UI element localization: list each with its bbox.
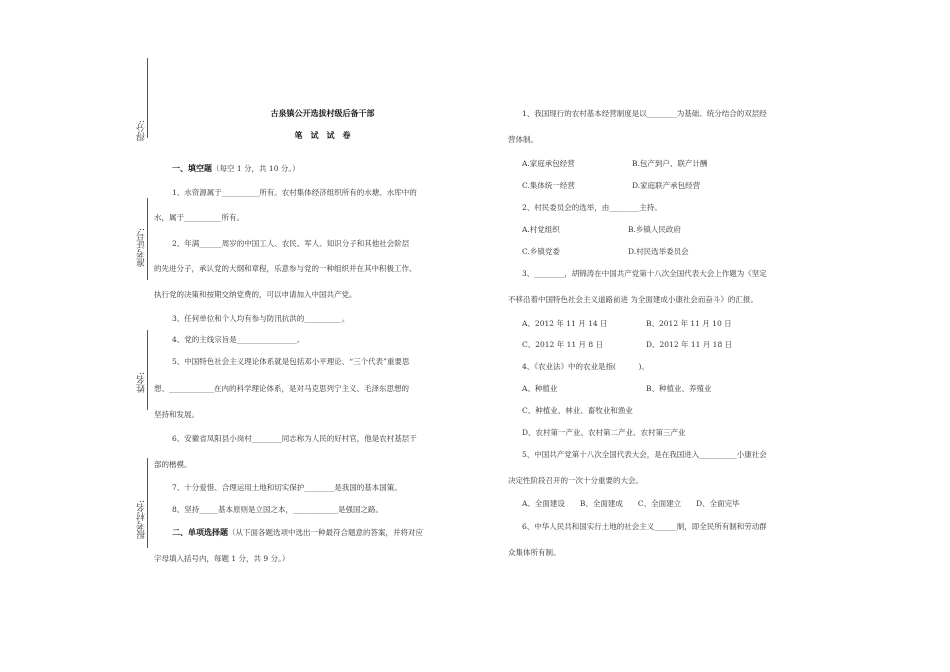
question-line: 2、年满______周岁的中国工人、农民、军人、知识分子和其他社会阶层 bbox=[172, 239, 410, 248]
question-6-stem-cont: 众集体所有制。 bbox=[508, 548, 561, 557]
q3-option-b: B、2012 年 11 月 10 日 bbox=[646, 319, 732, 328]
score-label: 得分: bbox=[137, 120, 147, 142]
village-label: 报考村名: bbox=[137, 500, 147, 540]
q4-option-d: D、农村第一产业、农村第二产业、农村第三产业 bbox=[522, 428, 686, 437]
question-line: 3、任何单位和个人均有参与防汛抗洪的__________。 bbox=[172, 314, 350, 323]
q4-option-b: B、种植业、养殖业 bbox=[646, 384, 712, 393]
question-3-stem-cont: 不移沿着中国特色社会主义道路前进 为全面建成小康社会而奋斗》的汇报。 bbox=[508, 295, 758, 304]
question-line: 坚持和发展。 bbox=[154, 410, 199, 419]
question-line: 想、____________在内的科学理论体系，是对马克思列宁主义、毛泽东思想的 bbox=[154, 384, 409, 393]
q3-option-a: A、2012 年 11 月 14 日 bbox=[522, 319, 608, 328]
question-2-stem: 2、村民委员会的选举，由________主持。 bbox=[522, 203, 662, 212]
question-line: 1、水资源属于__________所有。农村集体经济组织所有的水塘、水库中的 bbox=[172, 188, 417, 197]
q1-option-a: A.家庭承包经营 bbox=[522, 159, 575, 168]
q1-option-c: C.集体统一经营 bbox=[522, 181, 575, 190]
page-subtitle: 笔 试 试 卷 bbox=[294, 131, 351, 140]
question-4-stem: 4、《农业法》中的农业是指( )。 bbox=[522, 362, 649, 371]
question-line: 水，属于__________所有。 bbox=[154, 213, 244, 222]
q2-option-b: B.乡镇人民政府 bbox=[628, 225, 681, 234]
question-line: 5、中国特色社会主义理论体系就是包括邓小平理论、“三个代表”重要思 bbox=[172, 357, 410, 366]
section-single-choice bbox=[172, 527, 423, 538]
q1-option-d: D.家庭联产承包经营 bbox=[632, 181, 701, 190]
q5-options: A、全面建设 B、全面建成 C、全面建立 D、全面完毕 bbox=[522, 499, 740, 508]
q4-option-a: A、种植业 bbox=[522, 384, 558, 393]
section-title: 二、单项选择题 bbox=[172, 528, 228, 537]
section-title: 一、填空题 bbox=[172, 164, 212, 173]
section-fill-blank bbox=[172, 163, 300, 174]
q3-option-c: C、2012 年 11 月 8 日 bbox=[522, 340, 604, 349]
section-note: （每空 1 分，共 10 分。） bbox=[212, 164, 300, 173]
question-line: 8、坚持_____基本原则是立国之本，____________是强国之路。 bbox=[172, 505, 384, 514]
question-5-stem: 5、中国共产党第十八次全国代表大会，是在我国进入__________小康社会 bbox=[522, 450, 767, 459]
section-note: （从下面各题选项中选出一种最符合题意的答案，并将对应 bbox=[228, 528, 423, 537]
question-line: 6、安徽省凤阳县小岗村________同志称为人民的好村官，他是农村基层干 bbox=[172, 434, 417, 443]
q2-option-d: D.村民选举委员会 bbox=[628, 247, 689, 256]
binding-line bbox=[147, 330, 148, 410]
question-line: 执行党的决策和按期交纳党费的，可以申请加入中国共产党。 bbox=[154, 290, 357, 299]
question-1-stem: 1、我国现行的农村基本经营制度是以________为基础、统分结合的双层经 bbox=[522, 109, 767, 118]
q3-option-d: D、2012 年 11 月 18 日 bbox=[646, 340, 733, 349]
ticket-number-label: 准考证号: bbox=[137, 228, 147, 268]
q4-option-c: C、种植业、林业、畜牧业和渔业 bbox=[522, 406, 633, 415]
q2-option-a: A.村党组织 bbox=[522, 225, 560, 234]
question-line: 的先进分子，承认党的大纲和章程，乐意参与党的一种组织并在其中积极工作、 bbox=[154, 264, 417, 273]
question-5-stem-cont: 决定性阶段召开的一次十分重要的大会。 bbox=[508, 476, 643, 485]
question-1-stem-cont: 营体制。 bbox=[508, 135, 538, 144]
question-3-stem: 3、________，胡锦涛在中国共产党第十八次全国代表大会上作题为《坚定 bbox=[522, 269, 767, 278]
section-note-continued: 字母填入括号内，每题 1 分，共 9 分。） bbox=[154, 554, 290, 563]
question-line: 4、党的主线宗旨是________________。 bbox=[172, 335, 305, 344]
q2-option-c: C.乡镇党委 bbox=[522, 247, 560, 256]
question-line: 7、十分爱惜、合理运用土地和切实保护________是我国的基本国策。 bbox=[172, 483, 402, 492]
question-line: 部的楷模。 bbox=[154, 460, 192, 469]
page-title: 古泉镇公开选拔村级后备干部 bbox=[270, 109, 375, 118]
q1-option-b: B.包产到户、联产计酬 bbox=[632, 159, 708, 168]
name-label: 姓名: bbox=[137, 372, 147, 394]
question-6-stem: 6、中华人民共和国实行土地的社会主义______制，即全民所有制和劳动群 bbox=[522, 522, 767, 531]
